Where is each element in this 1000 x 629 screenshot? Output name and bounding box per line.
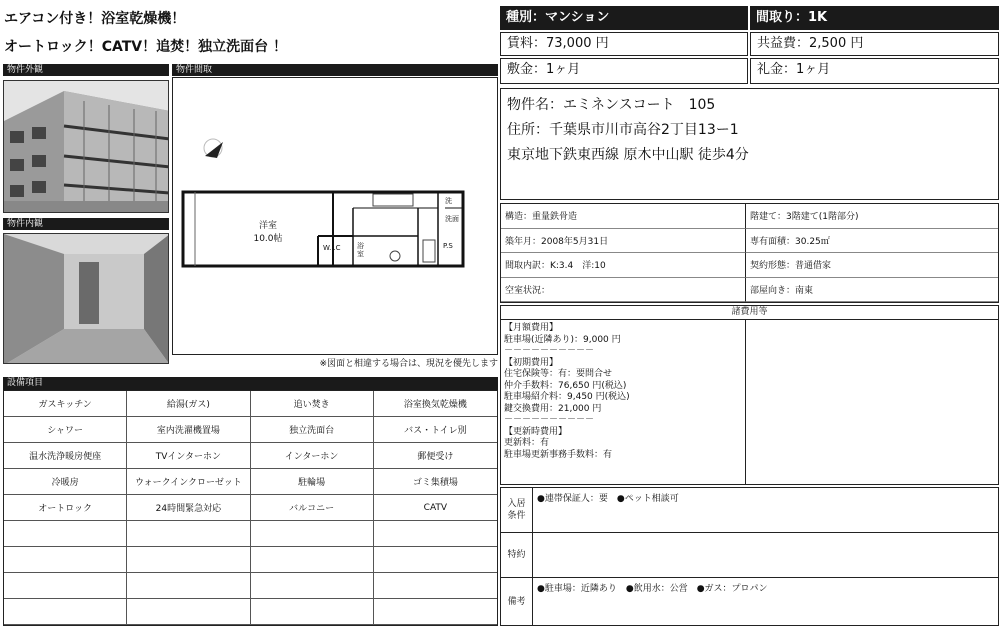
fees-box [500, 305, 999, 485]
exterior-header: 物件外観 [3, 64, 169, 76]
spec-cell: 間取内訳：K:3.4 洋:10 [501, 253, 746, 278]
facility-cell [251, 547, 374, 573]
fee-line: 鍵交換費用：21,000 円 [504, 403, 602, 414]
facility-cell: 室内洗濯機置場 [127, 417, 250, 443]
bath-label: 浴室 [357, 242, 364, 258]
facility-cell: 給湯(ガス) [127, 391, 250, 417]
key-money-cell: 礼金：1ヶ月 [750, 58, 999, 84]
compass-icon [205, 142, 223, 158]
facility-cell: 追い焚き [251, 391, 374, 417]
facilities-grid [3, 390, 498, 626]
facility-cell: 郵便受け [374, 443, 497, 469]
facility-cell [251, 521, 374, 547]
move-in-row [501, 488, 998, 533]
facility-cell: 浴室換気乾燥機 [374, 391, 497, 417]
common-fee-cell: 共益費：2,500 円 [750, 32, 999, 56]
layout-header: 間取り：1K [750, 6, 999, 30]
fee-line: 【初期費用】 [504, 357, 559, 368]
property-access: 東京地下鉄東西線 原木中山駅 徒歩4分 [507, 147, 749, 163]
facility-cell [251, 599, 374, 625]
property-address: 住所：千葉県市川市高谷2丁目13ー1 [507, 122, 739, 138]
spec-cell: 空室状況： [501, 278, 746, 303]
facility-cell [4, 547, 127, 573]
ps-label: P.S [443, 242, 453, 250]
facility-cell: オートロック [4, 495, 127, 521]
special-label: 特約 [501, 533, 533, 577]
facility-cell: ウォークインクローゼット [127, 469, 250, 495]
room-label: 洋室 [258, 221, 277, 231]
deposit-cell: 敷金：1ヶ月 [500, 58, 748, 84]
headline-line1: エアコン付き！浴室乾燥機！ [4, 11, 186, 27]
interior-photo [3, 233, 169, 364]
room-size: 10.0帖 [253, 234, 283, 244]
exterior-photo [3, 80, 169, 213]
spec-cell: 階建て：3階建て(1階部分) [746, 204, 998, 229]
rent-cell: 賃料：73,000 円 [500, 32, 748, 56]
fee-line: 駐車場更新事務手数料：有 [504, 449, 613, 460]
remarks-text: ●駐車場：近隣あり ●飲用水：公営 ●ガス：プロパン [537, 584, 768, 594]
remarks-row [501, 578, 998, 625]
floorplan-frame [172, 77, 498, 355]
washroom-label: 洗面 [445, 215, 459, 223]
facility-cell [4, 521, 127, 547]
fee-line: 仲介手数料：76,650 円(税込) [504, 380, 627, 391]
facility-cell: TVインターホン [127, 443, 250, 469]
move-in-label: 入居 条件 [501, 488, 533, 532]
property-name: 物件名：エミネンスコート 105 [507, 97, 716, 113]
spec-cell: 専有面積：30.25㎡ [746, 229, 998, 254]
facility-cell [127, 547, 250, 573]
facility-cell: インターホン [251, 443, 374, 469]
facility-cell [374, 599, 497, 625]
facilities-header: 設備項目 [3, 377, 498, 390]
fee-line: 【月額費用】 [504, 323, 559, 333]
facility-cell: 24時間緊急対応 [127, 495, 250, 521]
facility-cell: バルコニー [251, 495, 374, 521]
spec-cell: 部屋向き：南東 [746, 278, 998, 303]
facility-cell: 独立洗面台 [251, 417, 374, 443]
facility-cell: シャワー [4, 417, 127, 443]
fee-line: 【更新時費用】 [504, 426, 568, 437]
spec-cell: 築年月：2008年5月31日 [501, 229, 746, 254]
fee-line: 駐車場紹介料：9,450 円(税込) [504, 392, 630, 402]
conditions-box [500, 487, 999, 626]
move-in-text: ●連帯保証人：要 ●ペット相談可 [537, 494, 679, 504]
facility-cell [4, 573, 127, 599]
laundry-label: 洗 [445, 197, 452, 205]
facility-cell: 温水洗浄暖房便座 [4, 443, 127, 469]
wic-label: W.I.C [323, 244, 341, 252]
facility-cell [374, 547, 497, 573]
fees-lines [501, 320, 746, 484]
fee-line: －－－－－－－－－－ [504, 346, 595, 356]
spec-grid [500, 203, 999, 303]
fee-line: 更新料：有 [504, 438, 550, 448]
spec-cell: 構造：重量鉄骨造 [501, 204, 746, 229]
facility-cell [374, 521, 497, 547]
property-info [500, 88, 999, 200]
facility-cell [251, 573, 374, 599]
facility-cell [127, 599, 250, 625]
facility-cell [127, 573, 250, 599]
floorplan-note: ※図面と相違する場合は、現況を優先します [319, 359, 498, 369]
facility-cell: バス・トイレ別 [374, 417, 497, 443]
fee-line: －－－－－－－－－－ [504, 415, 595, 425]
spec-cell: 契約形態：普通借家 [746, 253, 998, 278]
special-row [501, 533, 998, 578]
fee-line: 住宅保険等：有：要問合せ [504, 369, 613, 379]
fees-title: 諸費用等 [501, 306, 998, 320]
headline-line2: オートロック！CATV！追焚！独立洗面台 ！ [4, 39, 288, 55]
remarks-label: 備考 [501, 578, 533, 625]
facility-cell: 冷暖房 [4, 469, 127, 495]
fee-line: 駐車場(近隣あり)：9,000 円 [504, 334, 621, 345]
facility-cell: 駐輪場 [251, 469, 374, 495]
facility-cell: CATV [374, 495, 497, 521]
facility-cell [374, 573, 497, 599]
facility-cell: ゴミ集積場 [374, 469, 497, 495]
facility-cell [127, 521, 250, 547]
type-header: 種別：マンション [500, 6, 748, 30]
floorplan-header: 物件間取 [172, 64, 498, 76]
interior-header: 物件内観 [3, 218, 169, 230]
facility-cell: ガスキッチン [4, 391, 127, 417]
facility-cell [4, 599, 127, 625]
